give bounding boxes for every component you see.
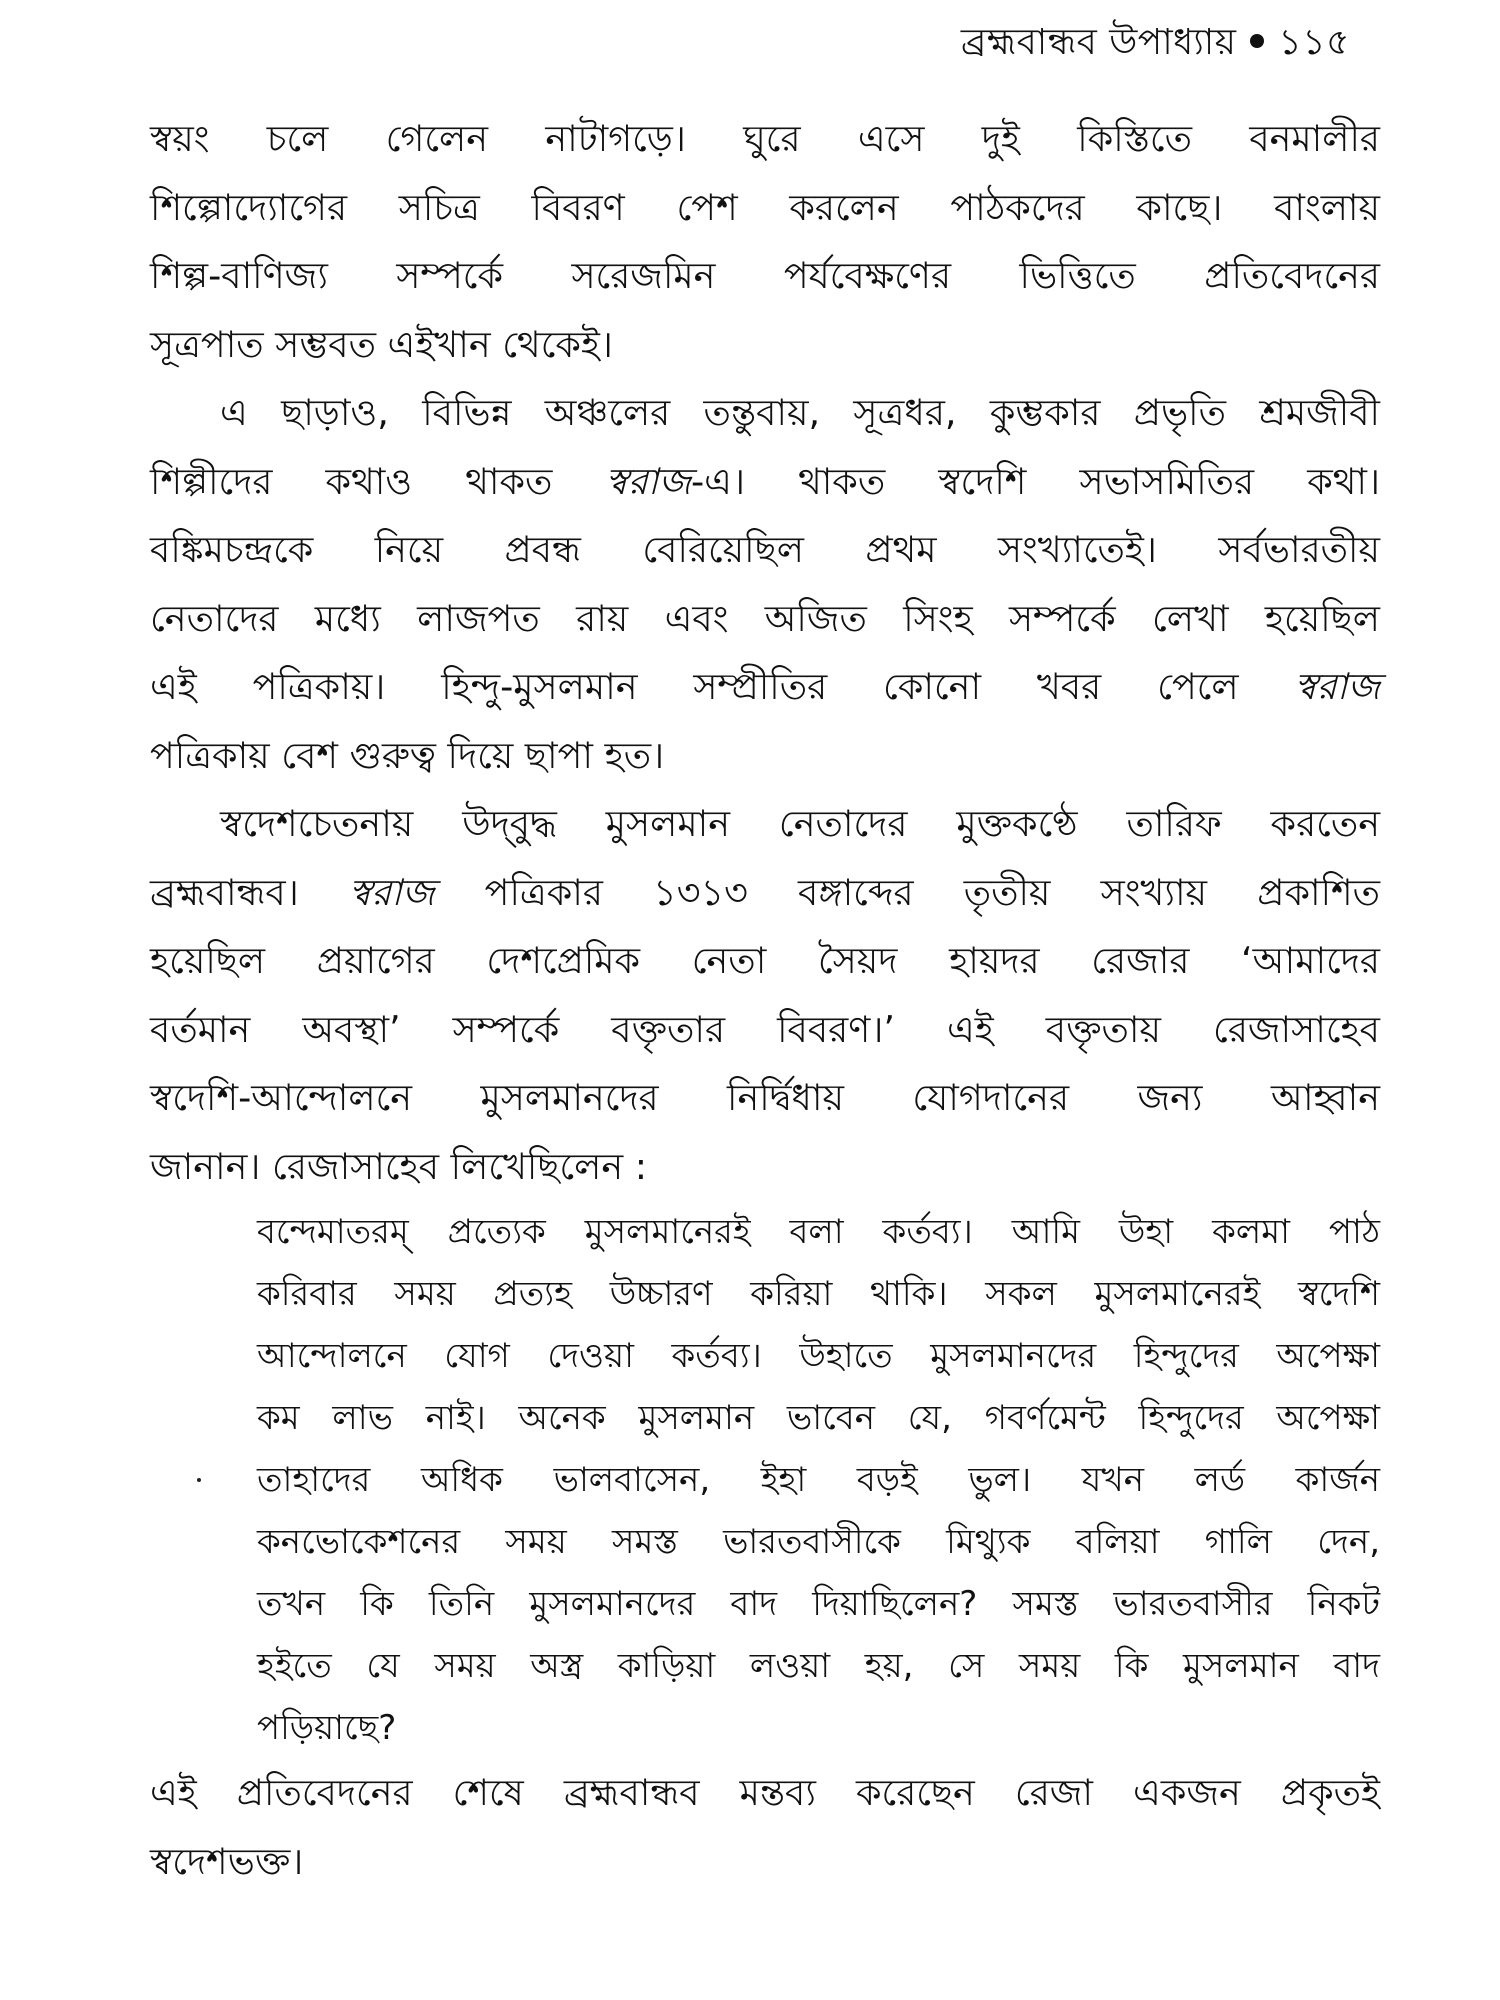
text-line: জানান। রেজাসাহেব লিখেছিলেন : (150, 1144, 648, 1188)
text-line: সূত্রপাত সম্ভবত এইখান থেকেই। (150, 322, 613, 366)
paragraph-1 (150, 105, 1380, 379)
text-fragment: ব্রহ্মবান্ধব। (150, 870, 349, 914)
paragraph-2 (150, 379, 1380, 790)
periodical-title-swaraj: স্বরাজ (605, 459, 692, 503)
text-line: শিল্পোদ্যোগের সচিত্র বিবরণ পেশ করলেন পাঠকদের কাছে। বাংলায় (150, 185, 1380, 229)
text-line: শিল্প-বাণিজ্য সম্পর্কে সরেজমিন পর্যবেক্ষণের ভিত্তিতে প্রতিবেদনের (150, 254, 1380, 297)
text-line: এ ছাড়াও, বিভিন্ন অঞ্চলের তন্তুবায়, সূত্রধর, কুম্ভকার প্রভৃতি শ্রমজীবী (220, 391, 1380, 434)
text-line (150, 653, 1380, 722)
text-line (150, 859, 1380, 928)
text-fragment: শিল্পীদের কথাও থাকত (150, 459, 606, 503)
quote-line: কম লাভ নাই। অনেক মুসলমান ভাবেন যে, গবর্ণমেন্ট হিন্দুদের অপেক্ষা (257, 1398, 1380, 1438)
paragraph-3 (150, 790, 1380, 1201)
block-quote (257, 1201, 1380, 1759)
header-title: ব্রহ্মবান্ধব উপাধ্যায় (960, 22, 1237, 63)
body-text (150, 105, 1380, 1896)
text-fragment: পত্রিকার ১৩১৩ বঙ্গাব্দের তৃতীয় সংখ্যায় প্রকাশিত (434, 870, 1380, 914)
text-line: স্বদেশভক্ত। (150, 1839, 304, 1883)
text-line: পত্রিকায় বেশ গুরুত্ব দিয়ে ছাপা হত। (150, 733, 665, 777)
quote-line: বন্দেমাতরম্ প্রত্যেক মুসলমানেরই বলা কর্তব্য। আমি উহা কলমা পাঠ (257, 1212, 1380, 1252)
text-line: স্বদেশি-আন্দোলনে মুসলমানদের নির্দ্বিধায় যোগদানের জন্য আহ্বান (150, 1076, 1380, 1119)
text-line (150, 448, 1380, 517)
header-bullet-icon (1250, 34, 1264, 48)
paragraph-4 (150, 1759, 1380, 1896)
text-line: বর্তমান অবস্থা’ সম্পর্কে বক্তৃতার বিবরণ।’ এই বক্তৃতায় রেজাসাহেব (150, 1007, 1380, 1051)
quote-line: আন্দোলনে যোগ দেওয়া কর্তব্য। উহাতে মুসলমানদের হিন্দুদের অপেক্ষা (257, 1336, 1380, 1376)
periodical-title-swaraj: স্বরাজ (348, 870, 435, 914)
running-header (961, 18, 1350, 68)
quote-line: করিবার সময় প্রত্যহ উচ্চারণ করিয়া থাকি। সকল মুসলমানেরই স্বদেশি (257, 1274, 1380, 1314)
quote-line: পড়িয়াছে? (257, 1708, 397, 1748)
quote-line: তখন কি তিনি মুসলমানদের বাদ দিয়াছিলেন? সমস্ত ভারতবাসীর নিকট (257, 1584, 1380, 1624)
quote-line: কনভোকেশনের সময় সমস্ত ভারতবাসীকে মিথ্যুক বলিয়া গালি দেন, (257, 1522, 1380, 1562)
text-line: স্বয়ং চলে গেলেন নাটাগড়ে। ঘুরে এসে দুই কিস্তিতে বনমালীর (150, 117, 1380, 160)
quote-line: তাহাদের অধিক ভালবাসেন, ইহা বড়ই ভুল। যখন লর্ড কার্জন (257, 1460, 1380, 1500)
text-line: হয়েছিল প্রয়াগের দেশপ্রেমিক নেতা সৈয়দ হায়দর রেজার ‘আমাদের (150, 939, 1380, 982)
quote-line: হইতে যে সময় অস্ত্র কাড়িয়া লওয়া হয়, সে সময় কি মুসলমান বাদ (257, 1646, 1380, 1686)
text-line: বঙ্কিমচন্দ্রকে নিয়ে প্রবন্ধ বেরিয়েছিল প্রথম সংখ্যাতেই। সর্বভারতীয় (150, 528, 1380, 571)
periodical-title-swaraj: স্বরাজ (1294, 665, 1380, 708)
text-line: স্বদেশচেতনায় উদ্‌বুদ্ধ মুসলমান নেতাদের মুক্তকণ্ঠে তারিফ করতেন (220, 802, 1380, 845)
text-line: এই প্রতিবেদনের শেষে ব্রহ্মবান্ধব মন্তব্য করেছেন রেজা একজন প্রকৃতই (150, 1771, 1380, 1814)
text-fragment: -এ। থাকত স্বদেশি সভাসমিতির কথা। (691, 459, 1381, 503)
text-line: নেতাদের মধ্যে লাজপত রায় এবং অজিত সিংহ সম্পর্কে লেখা হয়েছিল (150, 596, 1380, 640)
page-number: ১১৫ (1278, 22, 1350, 63)
text-fragment: এই পত্রিকায়। হিন্দু-মুসলমান সম্প্রীতির কোনো খবর পেলে (150, 665, 1295, 708)
stray-print-dot (197, 1478, 201, 1482)
